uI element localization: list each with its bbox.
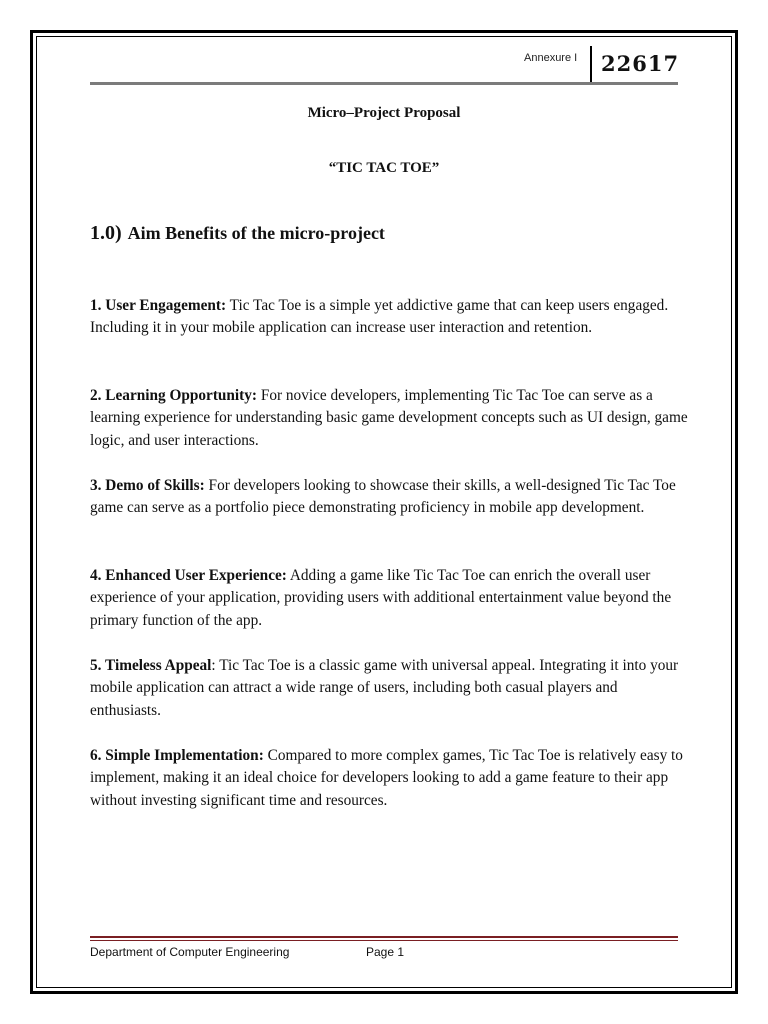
benefit-point-4	[90, 565, 690, 632]
benefit-label: 3. Demo of Skills:	[90, 477, 205, 494]
project-title: “TIC TAC TOE”	[328, 160, 440, 176]
benefit-label: 5. Timeless Appeal	[90, 657, 212, 674]
benefit-point-5	[90, 655, 690, 722]
benefit-text: Tic Tac Toe is a simple yet addictive game that can keep users engaged. Including it in your mobile application can increase user interaction and retention.	[90, 297, 669, 337]
benefit-point-1	[90, 295, 690, 340]
section-heading	[90, 222, 385, 245]
course-code: 22617	[601, 51, 680, 76]
benefit-point-2	[90, 385, 690, 452]
benefit-text: : Tic Tac Toe is a classic game with universal appeal. Integrating it into your mobile application can attract a wide range of users, including both casual players and enthusiasts.	[90, 657, 679, 719]
header-divider	[590, 46, 592, 84]
benefit-text: For novice developers, implementing Tic Tac Toe can serve as a learning experience for understanding basic game development concepts such as UI design, game logic, and user interactions.	[90, 387, 688, 449]
benefit-text: Adding a game like Tic Tac Toe can enrich the overall user experience of your application, providing users with additional entertainment value beyond the primary function of the app.	[90, 567, 672, 629]
document-title: Micro–Project Proposal	[307, 105, 461, 121]
benefit-label: 4. Enhanced User Experience:	[90, 567, 287, 584]
annexure-label: Annexure I	[524, 52, 578, 64]
benefit-text: For developers looking to showcase their skills, a well-designed Tic Tac Toe game can serve as a portfolio piece demonstrating proficiency in mobile app development.	[90, 477, 676, 517]
benefit-point-6	[90, 745, 690, 812]
benefit-label: 1. User Engagement:	[90, 297, 227, 314]
benefit-text: Compared to more complex games, Tic Tac Toe is relatively easy to implement, making it an ideal choice for developers looking to add a game feature to their app without investing significant time and resources.	[90, 747, 683, 809]
header-rule	[90, 82, 678, 85]
benefit-point-3	[90, 475, 690, 520]
benefit-label: 6. Simple Implementation:	[90, 747, 264, 764]
section-heading-text: Aim Benefits of the micro-project	[127, 223, 385, 243]
footer-rule	[90, 936, 678, 938]
footer-department: Department of Computer Engineering	[90, 945, 290, 959]
benefit-label: 2. Learning Opportunity:	[90, 387, 258, 404]
footer-page-number: Page 1	[366, 945, 405, 959]
footer-rule-thin	[90, 940, 678, 941]
section-number: 1.0)	[90, 222, 122, 244]
